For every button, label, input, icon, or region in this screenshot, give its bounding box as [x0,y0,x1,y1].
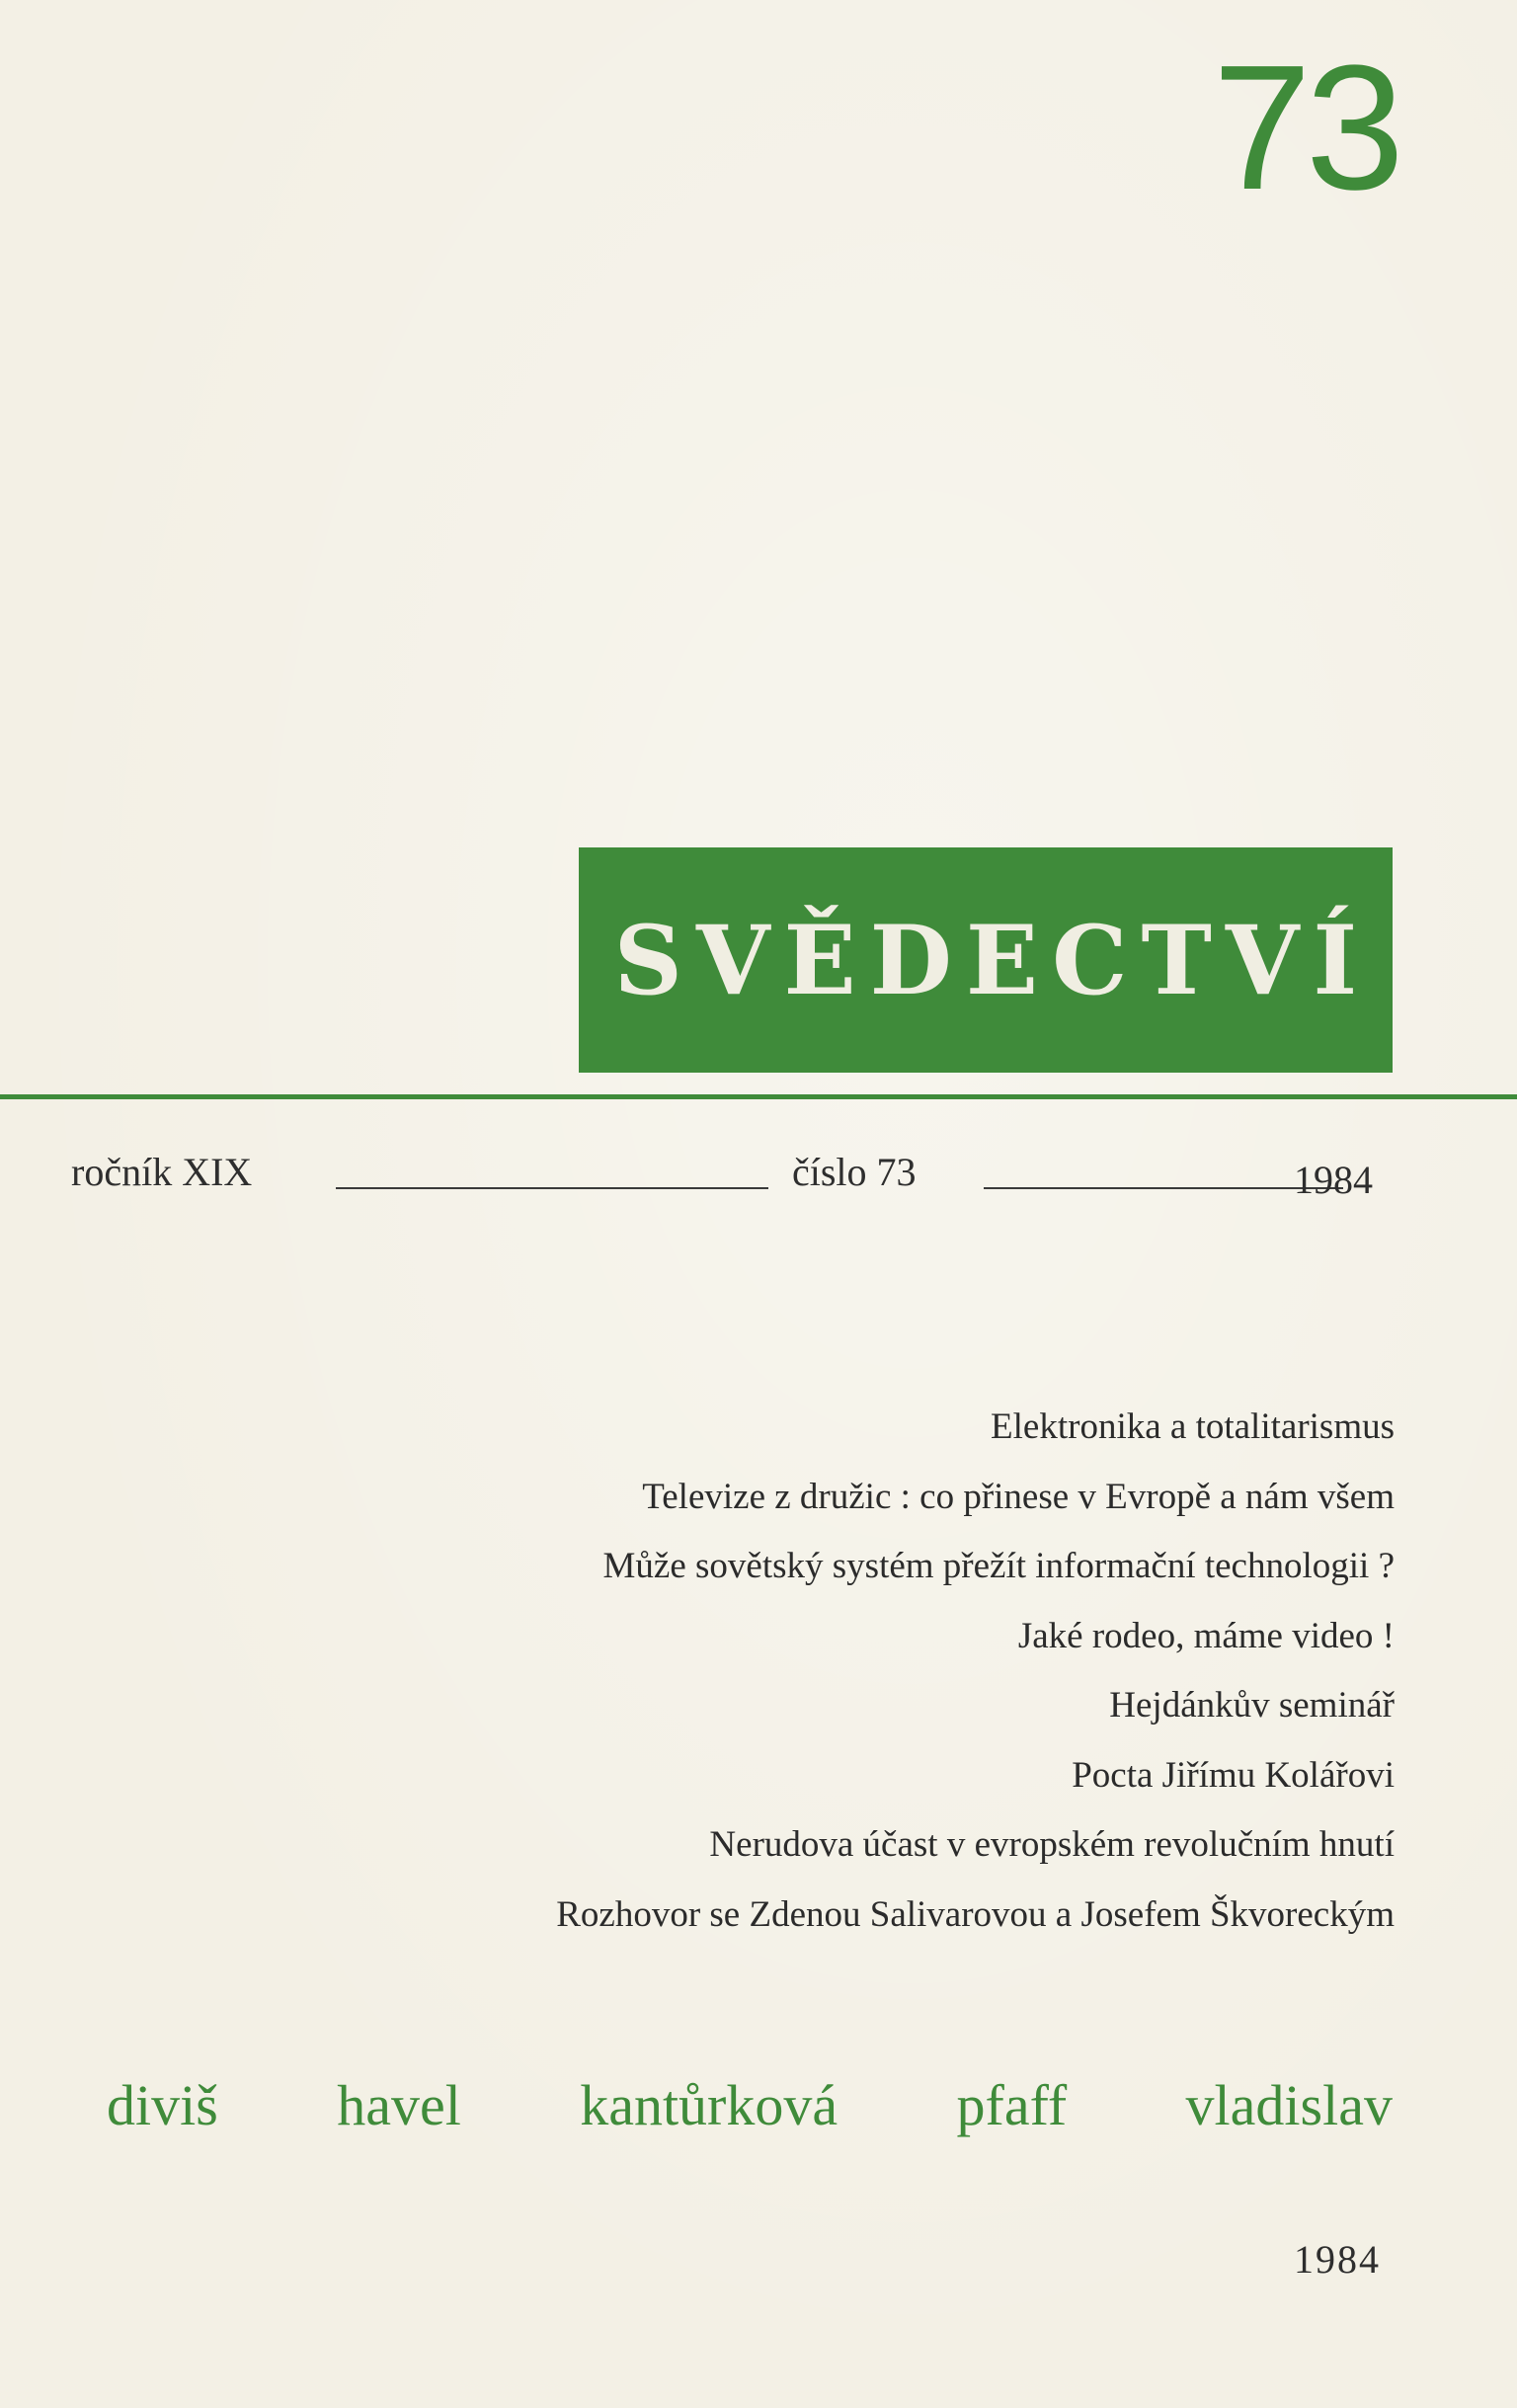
author-name: pfaff [956,2073,1068,2137]
volume-label: ročník XIX [71,1150,253,1194]
toc-item: Elektronika a totalitarismus [991,1406,1395,1447]
toc-item: Nerudova účast v evropském revolučním hnutí [709,1824,1395,1865]
masthead-box [579,847,1393,1073]
publication-year: 1984 [1294,2237,1381,2282]
author-name: havel [337,2073,461,2137]
toc-item: Rozhovor se Zdenou Salivarovou a Josefem Škvoreckým [556,1893,1395,1935]
magazine-title: SVĚDECTVÍ [613,904,1372,1016]
toc-item: Televize z družic : co přinese v Evropě a nám všem [642,1476,1395,1517]
toc-item: Může sovětský systém přežít informační technologii ? [602,1546,1395,1586]
toc-item: Pocta Jiřímu Kolářovi [1072,1754,1395,1796]
author-name: vladislav [1185,2073,1393,2137]
issue-number: 73 [1212,29,1398,227]
year-label: 1984 [1294,1158,1373,1202]
issue-label: číslo 73 [792,1150,917,1194]
divider-rule [0,1094,1517,1099]
issue-meta-row [71,1136,1395,1202]
toc-item: Hejdánkův seminář [1109,1685,1395,1726]
toc-item: Jaké rodeo, máme video ! [1017,1615,1395,1656]
meta-rule-right [984,1187,1343,1189]
authors-list [107,2072,1393,2138]
author-name: diviš [107,2073,218,2137]
meta-rule-left [336,1187,768,1189]
table-of-contents [111,1393,1395,1950]
author-name: kantůrková [580,2073,838,2137]
